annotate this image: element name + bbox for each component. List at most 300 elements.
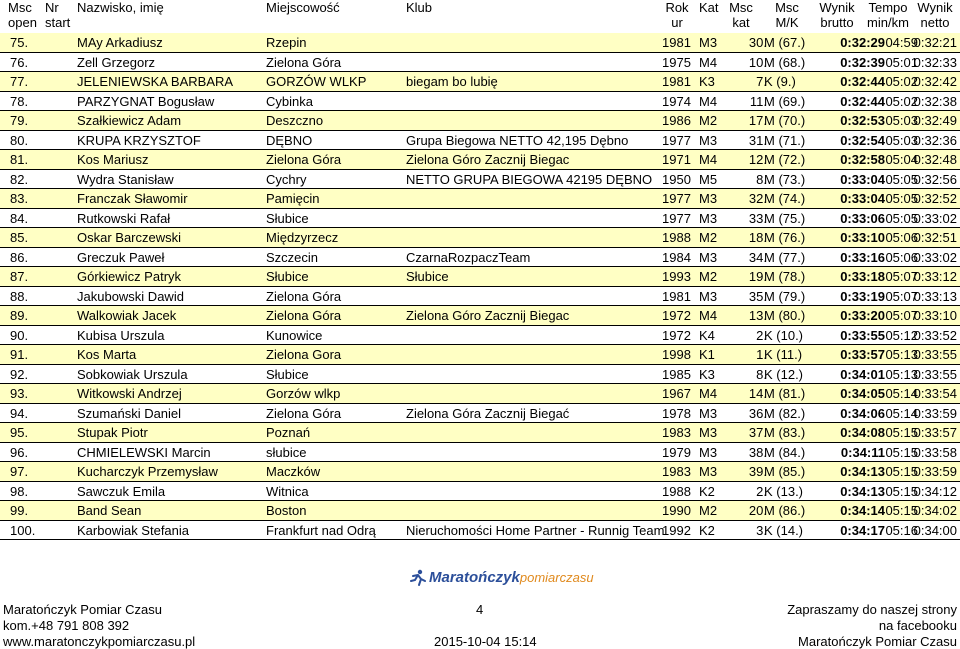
table-row — [0, 462, 960, 482]
table-row — [0, 482, 960, 502]
cell-club: Zielona Góro Zacznij Biegac — [406, 308, 570, 323]
cell-tempo: 04:59 — [885, 35, 918, 50]
cell-netto-time: 0:32:51 — [913, 230, 957, 245]
cell-category: M4 — [699, 308, 718, 323]
footer-datetime: 2015-10-04 15:14 — [434, 634, 537, 649]
cell-category: M3 — [699, 191, 718, 206]
cell-category-place: 10. — [748, 54, 767, 70]
cell-place: 96. — [10, 444, 29, 460]
cell-city: słubice — [266, 444, 307, 460]
cell-gender-place: M (75.) — [764, 210, 806, 226]
cell-city: Kunowice — [266, 327, 323, 343]
cell-place: 78. — [10, 93, 29, 109]
cell-name: Kubisa Urszula — [77, 327, 165, 343]
table-row — [0, 189, 960, 209]
cell-gender-place: M (83.) — [764, 425, 806, 440]
cell-birth-year: 1988 — [662, 483, 691, 499]
cell-place: 79. — [10, 113, 29, 128]
cell-brutto-time: 0:33:57 — [840, 347, 885, 362]
cell-netto-time: 0:32:21 — [913, 35, 957, 50]
cell-city: Witnica — [266, 483, 309, 499]
col-header-netto: Wynik netto — [917, 0, 953, 30]
cell-category: M3 — [699, 464, 718, 479]
cell-club: Słubice — [406, 269, 449, 284]
cell-netto-time: 0:33:02 — [913, 210, 957, 226]
footer-company: Maratończyk Pomiar Czasu — [3, 602, 162, 617]
cell-brutto-time: 0:32:29 — [840, 35, 885, 50]
cell-netto-time: 0:33:12 — [913, 269, 957, 284]
cell-category: M4 — [699, 386, 718, 401]
cell-name: Górkiewicz Patryk — [77, 269, 182, 284]
col-header-tempo: Tempo min/km — [867, 0, 909, 30]
footer-invite-line3: Maratończyk Pomiar Czasu — [798, 634, 957, 649]
cell-tempo: 05:15 — [885, 503, 918, 518]
table-row — [0, 131, 960, 151]
cell-netto-time: 0:33:52 — [913, 327, 957, 343]
cell-brutto-time: 0:32:53 — [840, 113, 885, 128]
cell-city: Deszczno — [266, 113, 324, 128]
cell-tempo: 05:07 — [885, 288, 918, 304]
cell-birth-year: 1988 — [662, 230, 691, 245]
cell-birth-year: 1983 — [662, 464, 691, 479]
cell-tempo: 05:03 — [885, 132, 918, 148]
cell-name: Sobkowiak Urszula — [77, 366, 188, 382]
cell-birth-year: 1974 — [662, 93, 691, 109]
cell-place: 93. — [10, 386, 29, 401]
cell-name: Szałkiewicz Adam — [77, 113, 182, 128]
cell-brutto-time: 0:34:11 — [840, 444, 885, 460]
cell-gender-place: M (70.) — [764, 113, 806, 128]
cell-name: Kos Mariusz — [77, 152, 149, 167]
col-header-city: Miejscowość — [266, 0, 340, 15]
col-header-category: Kat — [699, 0, 719, 15]
cell-place: 80. — [10, 132, 29, 148]
logo-brand-text: Maratończyk — [429, 569, 520, 586]
cell-category: K2 — [699, 483, 715, 499]
cell-category-place: 14. — [748, 386, 767, 401]
cell-brutto-time: 0:33:19 — [840, 288, 885, 304]
cell-category: M4 — [699, 93, 718, 109]
cell-birth-year: 1972 — [662, 308, 691, 323]
cell-tempo: 05:01 — [885, 54, 918, 70]
table-row — [0, 443, 960, 463]
cell-gender-place: K (14.) — [764, 522, 804, 538]
cell-tempo: 05:14 — [885, 386, 918, 401]
cell-city: DĘBNO — [266, 132, 313, 148]
cell-gender-place: M (80.) — [764, 308, 806, 323]
footer-website[interactable]: www.maratonczykpomiarczasu.pl — [3, 634, 196, 649]
cell-gender-place: M (71.) — [764, 132, 806, 148]
cell-name: Zell Grzegorz — [77, 54, 156, 70]
cell-brutto-time: 0:33:16 — [840, 249, 885, 265]
cell-birth-year: 1950 — [662, 171, 691, 187]
cell-netto-time: 0:33:59 — [913, 405, 957, 421]
cell-gender-place: M (77.) — [764, 249, 806, 265]
cell-netto-time: 0:32:49 — [913, 113, 957, 128]
cell-brutto-time: 0:32:39 — [840, 54, 885, 70]
cell-gender-place: K (10.) — [764, 327, 804, 343]
cell-tempo: 05:06 — [885, 230, 918, 245]
cell-category-place: 31. — [748, 132, 767, 148]
cell-city: Słubice — [266, 269, 309, 284]
cell-netto-time: 0:32:42 — [913, 74, 957, 89]
cell-birth-year: 1977 — [662, 210, 691, 226]
cell-name: Witkowski Andrzej — [77, 386, 182, 401]
cell-category-place: 30. — [748, 35, 767, 50]
cell-club: biegam bo lubię — [406, 74, 498, 89]
table-row — [0, 248, 960, 268]
cell-brutto-time: 0:34:13 — [840, 483, 885, 499]
cell-city: Pamięcin — [266, 191, 320, 206]
cell-category: K1 — [699, 347, 715, 362]
cell-brutto-time: 0:34:01 — [840, 366, 885, 382]
cell-name: Sawczuk Emila — [77, 483, 166, 499]
cell-city: Boston — [266, 503, 307, 518]
cell-netto-time: 0:33:10 — [913, 308, 957, 323]
cell-city: Zielona Góra — [266, 288, 342, 304]
footer-invite-line2: na facebooku — [878, 618, 957, 633]
cell-birth-year: 1972 — [662, 327, 691, 343]
cell-category-place: 20. — [748, 503, 767, 518]
cell-gender-place: M (73.) — [764, 171, 806, 187]
cell-category: K3 — [699, 74, 715, 89]
runner-logo-icon — [409, 569, 427, 587]
results-table-header — [0, 0, 960, 35]
cell-brutto-time: 0:34:14 — [840, 503, 885, 518]
cell-birth-year: 1981 — [662, 74, 691, 89]
table-row — [0, 306, 960, 326]
cell-birth-year: 1984 — [662, 249, 691, 265]
cell-category-place: 32. — [748, 191, 767, 206]
cell-name: Kucharczyk Przemysław — [77, 464, 218, 479]
table-row — [0, 170, 960, 190]
cell-gender-place: M (68.) — [764, 54, 806, 70]
cell-city: Międzyrzecz — [266, 230, 339, 245]
cell-place: 97. — [10, 464, 29, 479]
table-row — [0, 501, 960, 521]
cell-city: Słubice — [266, 366, 309, 382]
cell-brutto-time: 0:33:55 — [840, 327, 885, 343]
cell-place: 81. — [10, 152, 29, 167]
cell-place: 94. — [10, 405, 29, 421]
cell-club: Zielona Góro Zacznij Biegac — [406, 152, 570, 167]
cell-tempo: 05:02 — [885, 74, 918, 89]
cell-tempo: 05:14 — [885, 405, 918, 421]
cell-place: 86. — [10, 249, 29, 265]
cell-city: Zielona Góra — [266, 152, 342, 167]
cell-netto-time: 0:33:59 — [913, 464, 957, 479]
cell-category-place: 2. — [756, 327, 767, 343]
cell-category: M3 — [699, 132, 718, 148]
cell-place: 95. — [10, 425, 29, 440]
cell-name: CHMIELEWSKI Marcin — [77, 444, 211, 460]
cell-netto-time: 0:33:55 — [913, 366, 957, 382]
cell-gender-place: M (76.) — [764, 230, 806, 245]
cell-gender-place: M (79.) — [764, 288, 806, 304]
cell-category: M4 — [699, 54, 718, 70]
table-row — [0, 404, 960, 424]
cell-brutto-time: 0:33:04 — [840, 171, 885, 187]
cell-birth-year: 1983 — [662, 425, 691, 440]
table-row — [0, 111, 960, 131]
cell-category: M4 — [699, 152, 718, 167]
cell-category: M3 — [699, 444, 718, 460]
cell-category-place: 39. — [748, 464, 767, 479]
cell-birth-year: 1978 — [662, 405, 691, 421]
cell-gender-place: M (72.) — [764, 152, 806, 167]
cell-netto-time: 0:33:58 — [913, 444, 957, 460]
cell-birth-year: 1993 — [662, 269, 691, 284]
cell-name: KRUPA KRZYSZTOF — [77, 132, 201, 148]
cell-tempo: 05:15 — [885, 483, 918, 499]
cell-netto-time: 0:32:52 — [913, 191, 957, 206]
cell-brutto-time: 0:33:10 — [840, 230, 885, 245]
cell-brutto-time: 0:32:58 — [840, 152, 885, 167]
col-header-year: Rok ur — [665, 0, 689, 30]
cell-name: Szumański Daniel — [77, 405, 182, 421]
col-header-bib: Nr start — [45, 0, 71, 30]
cell-city: Cybinka — [266, 93, 313, 109]
cell-gender-place: M (84.) — [764, 444, 806, 460]
cell-gender-place: M (69.) — [764, 93, 806, 109]
table-row — [0, 345, 960, 365]
cell-category: M3 — [699, 210, 718, 226]
results-table-body — [0, 33, 960, 540]
cell-category-place: 13. — [748, 308, 767, 323]
col-header-gender-place: Msc M/K — [775, 0, 799, 30]
cell-netto-time: 0:32:36 — [913, 132, 957, 148]
cell-gender-place: K (9.) — [764, 74, 796, 89]
col-header-place: Msc open — [8, 0, 37, 30]
cell-place: 89. — [10, 308, 29, 323]
cell-name: JELENIEWSKA BARBARA — [77, 74, 234, 89]
cell-category-place: 12. — [748, 152, 767, 167]
cell-category: K2 — [699, 522, 715, 538]
cell-name: Stupak Piotr — [77, 425, 148, 440]
cell-category-place: 8. — [756, 366, 767, 382]
cell-birth-year: 1986 — [662, 113, 691, 128]
cell-place: 75. — [10, 35, 29, 50]
cell-tempo: 05:13 — [885, 366, 918, 382]
cell-birth-year: 1992 — [662, 522, 691, 538]
cell-category: M2 — [699, 503, 718, 518]
cell-name: MAy Arkadiusz — [77, 35, 163, 50]
footer-phone: kom.+48 791 808 392 — [3, 618, 130, 633]
cell-tempo: 05:05 — [885, 210, 918, 226]
cell-category: M3 — [699, 425, 718, 440]
cell-birth-year: 1971 — [662, 152, 691, 167]
cell-club: Grupa Biegowa NETTO 42,195 Dębno — [406, 132, 629, 148]
cell-gender-place: K (11.) — [764, 347, 803, 362]
cell-birth-year: 1981 — [662, 288, 691, 304]
cell-city: Gorzów wlkp — [266, 386, 341, 401]
cell-brutto-time: 0:33:20 — [840, 308, 885, 323]
cell-brutto-time: 0:34:06 — [840, 405, 885, 421]
cell-tempo: 05:05 — [885, 191, 918, 206]
cell-netto-time: 0:32:56 — [913, 171, 957, 187]
table-row — [0, 365, 960, 385]
cell-netto-time: 0:34:02 — [913, 503, 957, 518]
cell-city: Maczków — [266, 464, 321, 479]
cell-name: Wydra Stanisław — [77, 171, 174, 187]
cell-place: 76. — [10, 54, 29, 70]
cell-brutto-time: 0:33:18 — [840, 269, 885, 284]
cell-place: 77. — [10, 74, 29, 89]
cell-category-place: 19. — [748, 269, 767, 284]
cell-category: M5 — [699, 171, 718, 187]
col-header-category-place: Msc kat — [729, 0, 753, 30]
cell-name: Greczuk Paweł — [77, 249, 165, 265]
cell-birth-year: 1990 — [662, 503, 691, 518]
cell-place: 87. — [10, 269, 29, 284]
cell-name: Rutkowski Rafał — [77, 210, 171, 226]
cell-category: M3 — [699, 405, 718, 421]
cell-category: M3 — [699, 35, 718, 50]
cell-category: M3 — [699, 249, 718, 265]
cell-category-place: 18. — [748, 230, 767, 245]
cell-category-place: 7. — [756, 74, 767, 89]
cell-place: 83. — [10, 191, 29, 206]
table-row — [0, 150, 960, 170]
cell-tempo: 05:15 — [885, 444, 918, 460]
cell-city: Zielona Góra — [266, 405, 342, 421]
cell-birth-year: 1979 — [662, 444, 691, 460]
cell-gender-place: M (81.) — [764, 386, 806, 401]
table-row — [0, 92, 960, 112]
cell-club: CzarnaRozpaczTeam — [406, 249, 531, 265]
table-row — [0, 267, 960, 287]
cell-city: GORZÓW WLKP — [266, 74, 367, 89]
cell-tempo: 05:12 — [885, 327, 918, 343]
cell-city: Rzepin — [266, 35, 307, 50]
cell-category-place: 1. — [756, 347, 767, 362]
cell-brutto-time: 0:33:04 — [840, 191, 885, 206]
cell-tempo: 05:03 — [885, 113, 918, 128]
cell-gender-place: K (12.) — [764, 366, 804, 382]
table-row — [0, 287, 960, 307]
cell-gender-place: K (13.) — [764, 483, 804, 499]
cell-gender-place: M (78.) — [764, 269, 806, 284]
cell-tempo: 05:07 — [885, 269, 918, 284]
cell-place: 90. — [10, 327, 29, 343]
cell-club: NETTO GRUPA BIEGOWA 42195 DĘBNO — [406, 171, 653, 187]
cell-city: Zielona Góra — [266, 308, 342, 323]
cell-place: 98. — [10, 483, 29, 499]
maratonczyk-logo — [409, 567, 594, 589]
cell-place: 82. — [10, 171, 29, 187]
cell-netto-time: 0:34:00 — [913, 522, 957, 538]
table-row — [0, 423, 960, 443]
table-row — [0, 33, 960, 53]
cell-place: 92. — [10, 366, 29, 382]
cell-city: Poznań — [266, 425, 311, 440]
table-row — [0, 53, 960, 73]
cell-netto-time: 0:33:55 — [913, 347, 957, 362]
cell-tempo: 05:07 — [885, 308, 918, 323]
cell-gender-place: M (86.) — [764, 503, 806, 518]
cell-gender-place: M (67.) — [764, 35, 806, 50]
cell-netto-time: 0:32:38 — [913, 93, 957, 109]
cell-category: M2 — [699, 230, 718, 245]
col-header-club: Klub — [406, 0, 433, 15]
footer-page-number: 4 — [476, 602, 484, 617]
cell-place: 88. — [10, 288, 29, 304]
cell-name: PARZYGNAT Bogusław — [77, 93, 215, 109]
cell-brutto-time: 0:34:13 — [840, 464, 885, 479]
cell-tempo: 05:02 — [885, 93, 918, 109]
cell-place: 99. — [10, 503, 29, 518]
cell-netto-time: 0:33:13 — [913, 288, 957, 304]
cell-category: M2 — [699, 269, 718, 284]
cell-category: M3 — [699, 288, 718, 304]
cell-category: K3 — [699, 366, 715, 382]
cell-category: M2 — [699, 113, 718, 128]
cell-name: Franczak Sławomir — [77, 191, 188, 206]
cell-brutto-time: 0:32:44 — [840, 74, 885, 89]
cell-place: 84. — [10, 210, 29, 226]
cell-birth-year: 1981 — [662, 35, 691, 50]
table-row — [0, 228, 960, 248]
cell-category-place: 2. — [756, 483, 767, 499]
cell-netto-time: 0:33:02 — [913, 249, 957, 265]
cell-city: Frankfurt nad Odrą — [266, 522, 376, 538]
cell-netto-time: 0:33:57 — [913, 425, 957, 440]
cell-gender-place: M (82.) — [764, 405, 806, 421]
cell-category-place: 35. — [748, 288, 767, 304]
logo-sub-text: pomiarczasu — [519, 570, 594, 585]
cell-place: 91. — [10, 347, 29, 362]
cell-category-place: 33. — [748, 210, 767, 226]
cell-category-place: 8. — [756, 171, 767, 187]
cell-category-place: 34. — [748, 249, 767, 265]
cell-tempo: 05:15 — [885, 425, 918, 440]
cell-name: Karbowiak Stefania — [77, 522, 190, 538]
cell-city: Cychry — [266, 171, 307, 187]
cell-tempo: 05:05 — [885, 171, 918, 187]
table-row — [0, 209, 960, 229]
cell-city: Zielona Gora — [266, 347, 342, 362]
cell-category-place: 38. — [748, 444, 767, 460]
cell-birth-year: 1967 — [662, 386, 691, 401]
cell-gender-place: M (85.) — [764, 464, 806, 479]
cell-city: Szczecin — [266, 249, 319, 265]
cell-category-place: 17. — [748, 113, 767, 128]
cell-name: Kos Marta — [77, 347, 137, 362]
cell-tempo: 05:15 — [885, 464, 918, 479]
cell-tempo: 05:16 — [885, 522, 918, 538]
cell-category-place: 3. — [756, 522, 767, 538]
cell-brutto-time: 0:32:54 — [840, 132, 885, 148]
col-header-brutto: Wynik brutto — [819, 0, 855, 30]
cell-city: Słubice — [266, 210, 309, 226]
cell-club: Zielona Góra Zacznij Biegać — [406, 405, 570, 421]
table-row — [0, 326, 960, 346]
cell-birth-year: 1977 — [662, 191, 691, 206]
cell-brutto-time: 0:32:44 — [840, 93, 885, 109]
cell-brutto-time: 0:34:08 — [840, 425, 885, 440]
cell-place: 85. — [10, 230, 29, 245]
cell-name: Walkowiak Jacek — [77, 308, 177, 323]
table-row — [0, 521, 960, 541]
cell-category-place: 37. — [748, 425, 767, 440]
footer-invite-line1: Zapraszamy do naszej strony — [787, 602, 957, 617]
cell-birth-year: 1998 — [662, 347, 691, 362]
cell-category-place: 11. — [749, 93, 767, 109]
cell-brutto-time: 0:34:17 — [840, 522, 885, 538]
cell-category-place: 36. — [748, 405, 767, 421]
cell-netto-time: 0:33:54 — [913, 386, 957, 401]
cell-tempo: 05:13 — [885, 347, 918, 362]
